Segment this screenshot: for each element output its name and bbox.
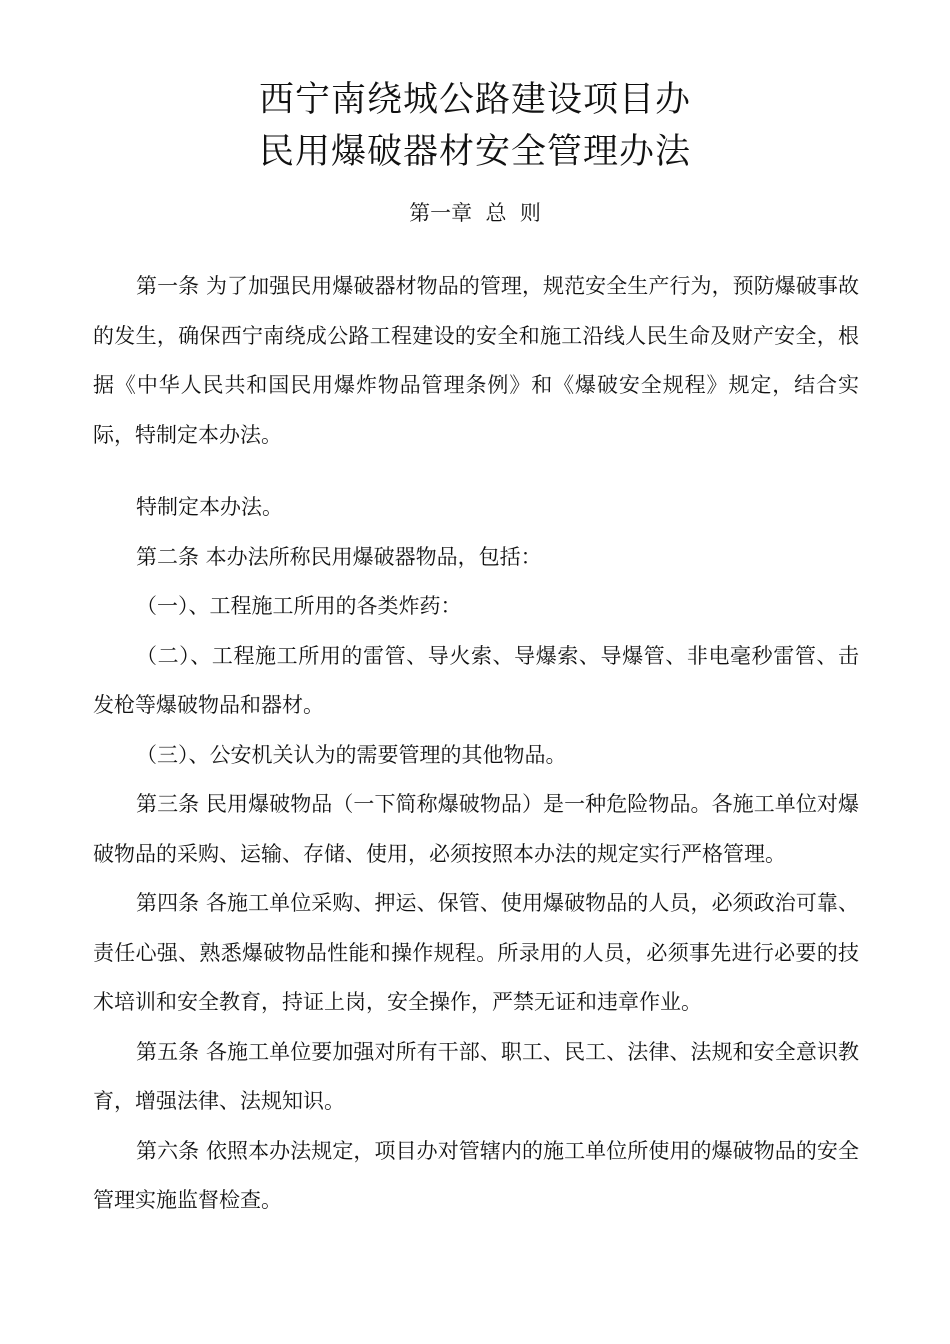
item-2-paragraph: （二）、工程施工所用的雷管、导火索、导爆索、导爆管、非电毫秒雷管、击发枪等爆破物品和器材。 (93, 643, 859, 717)
document-body (93, 262, 859, 1226)
document-title-line-1: 西宁南绕城公路建设项目办 (258, 80, 691, 120)
item-3-paragraph: （三）、公安机关认为的需要管理的其他物品。 (136, 742, 567, 767)
article-2-paragraph: 第二条 本办法所称民用爆破器物品，包括： (136, 544, 542, 569)
chapter-heading: 第一章 总 则 (409, 201, 541, 225)
item-1-paragraph: （一）、工程施工所用的各类炸药： (136, 594, 462, 618)
repeated-clause-paragraph: 特制定本办法。 (136, 495, 283, 519)
paragraph-gap (93, 460, 859, 483)
article-4-paragraph: 第四条 各施工单位采购、押运、保管、使用爆破物品的人员，必须政治可靠、责任心强、熟悉爆破物品性能和操作规程。所录用的人员，必须事先进行必要的技术培训和安全教育，持证上岗，安全操作，严禁无证和违章作业。 (93, 891, 859, 1014)
article-1-paragraph: 第一条 为了加强民用爆破器材物品的管理，规范安全生产行为，预防爆破事故的发生，确保西宁南绕成公路工程建设的安全和施工沿线人民生命及财产安全，根据《中华人民共和国民用爆炸物品管理条例》和《爆破安全规程》规定，结合实际，特制定本办法。 (93, 274, 859, 447)
article-3-paragraph: 第三条 民用爆破物品（一下简称爆破物品）是一种危险物品。各施工单位对爆破物品的采购、运输、存储、使用，必须按照本办法的规定实行严格管理。 (93, 792, 859, 866)
article-6-paragraph: 第六条 依照本办法规定，项目办对管辖内的施工单位所使用的爆破物品的安全管理实施监督检查。 (93, 1138, 859, 1212)
document-title-line-2: 民用爆破器材安全管理办法 (258, 132, 691, 172)
article-5-paragraph: 第五条 各施工单位要加强对所有干部、职工、民工、法律、法规和安全意识教育，增强法律、法规知识。 (93, 1039, 859, 1113)
